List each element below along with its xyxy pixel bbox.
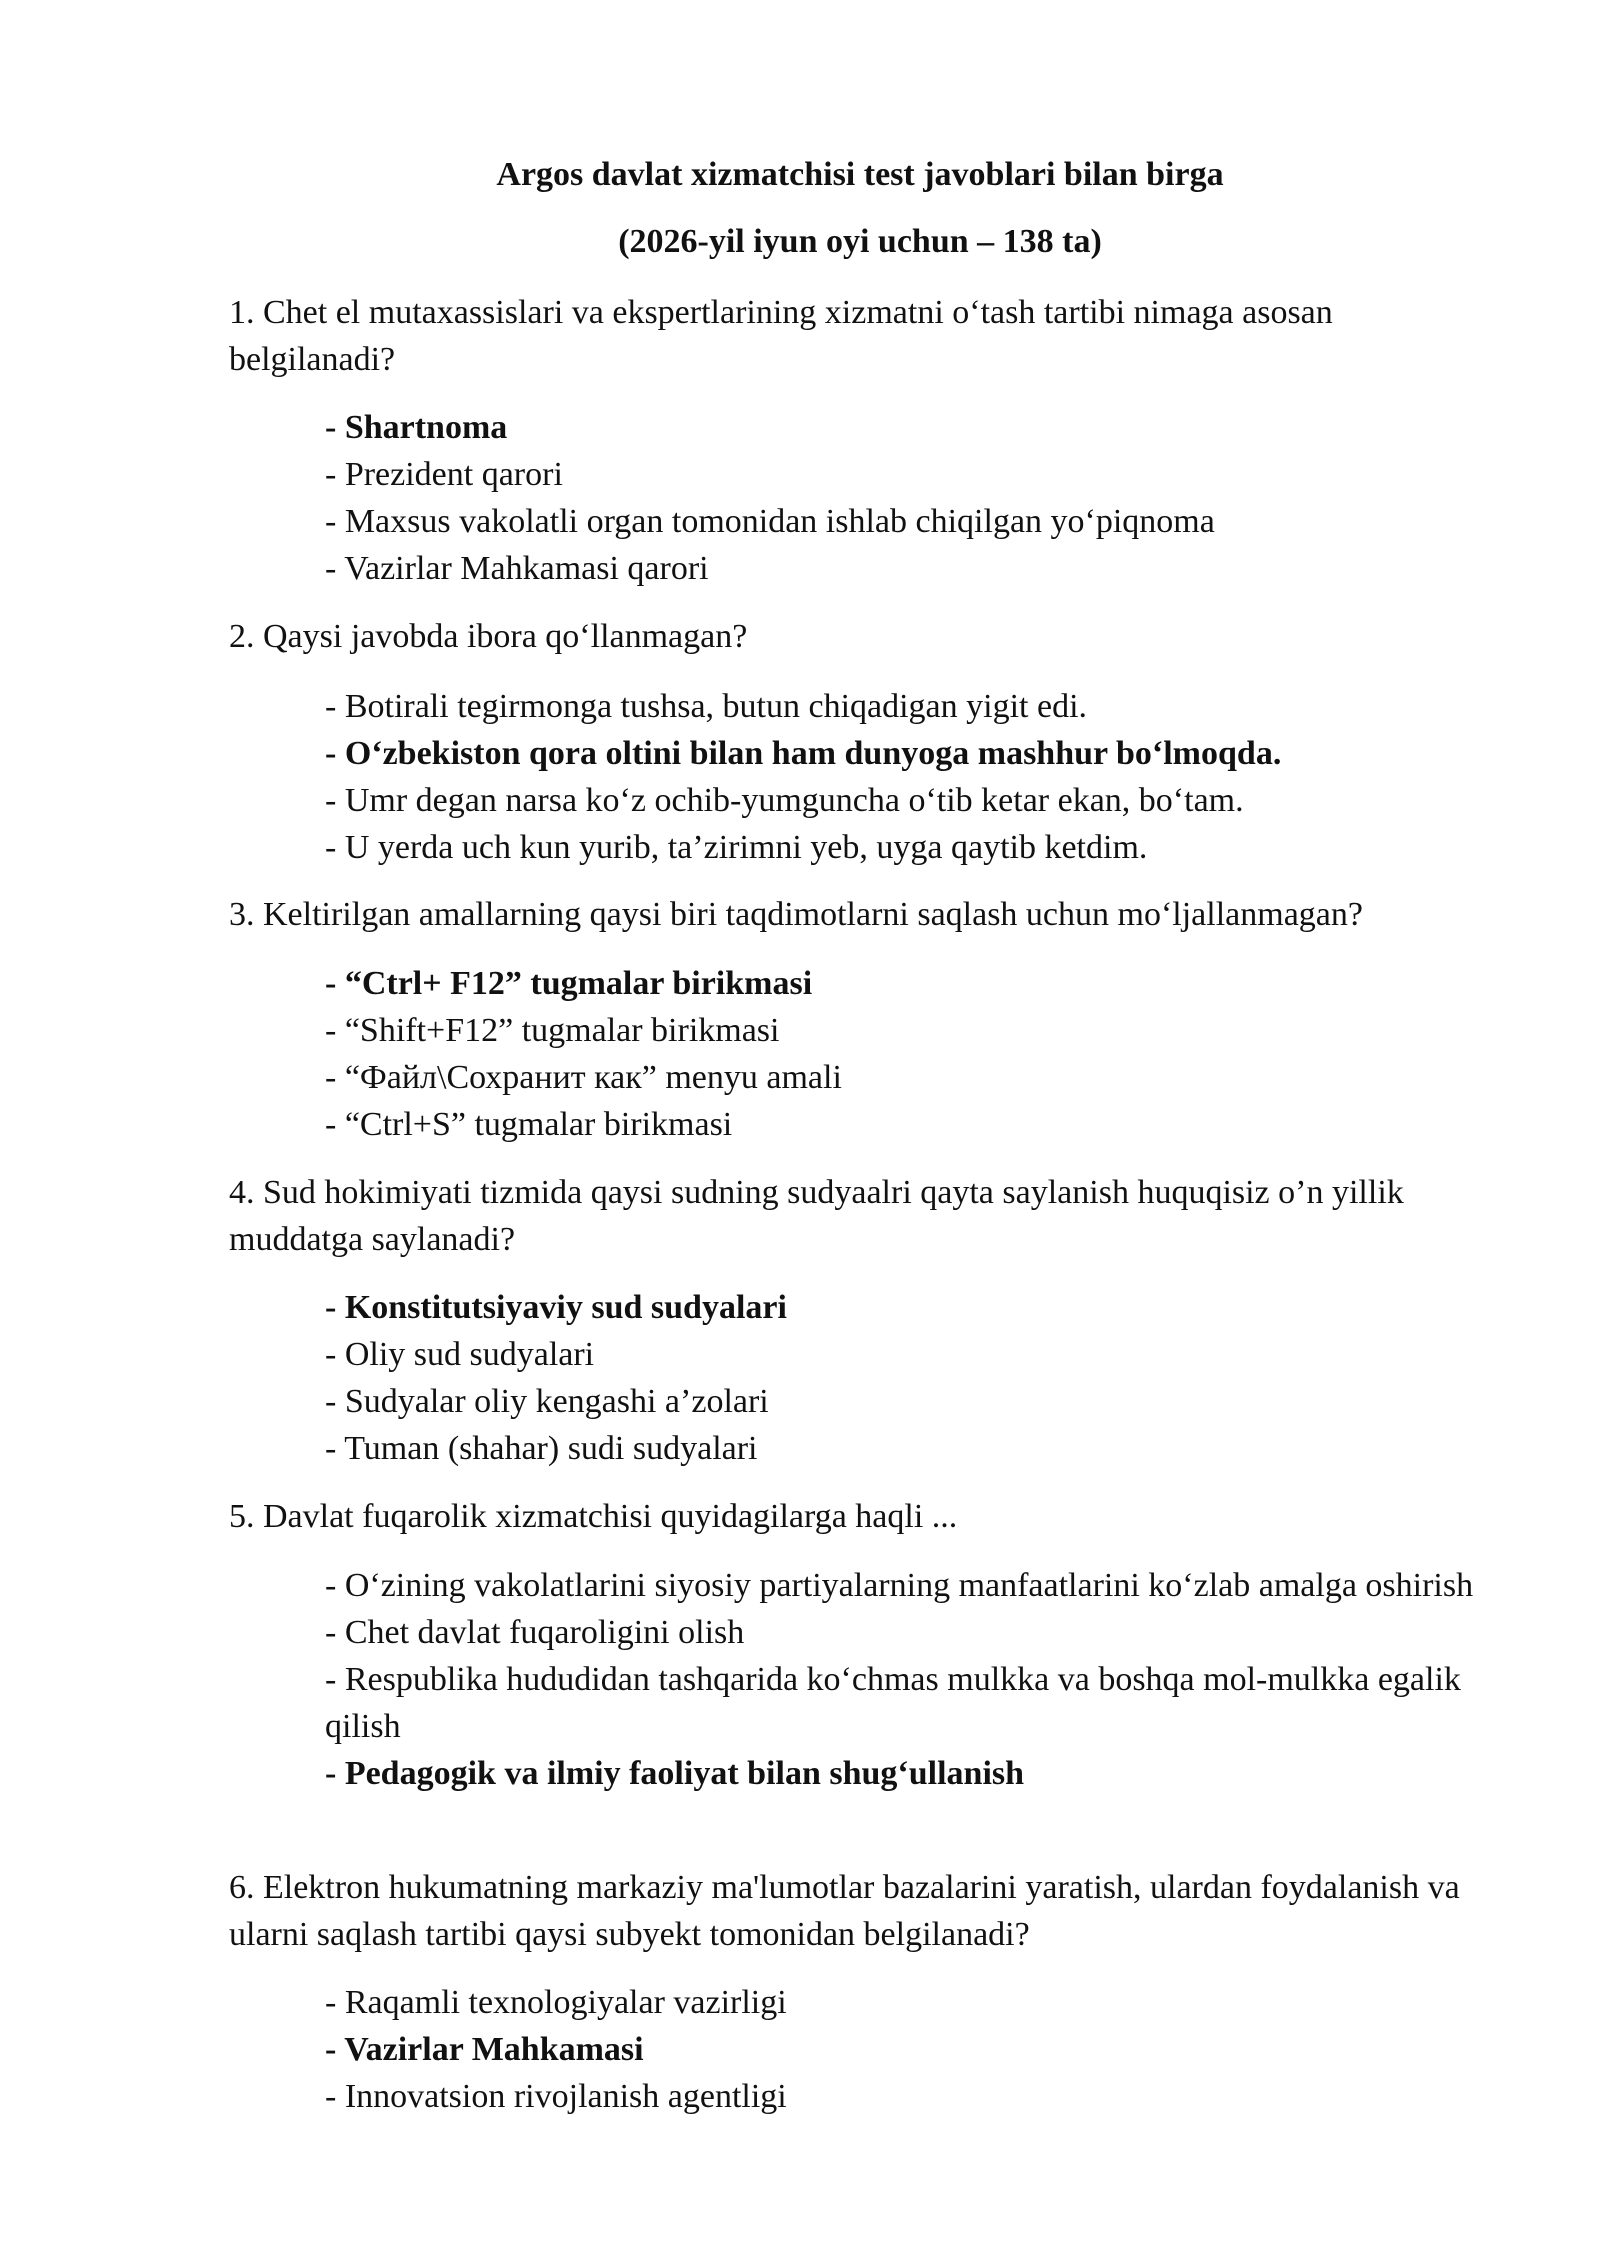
question-1: 1. Chet el mutaxassislari va ekspertlarining xizmatni o‘tash tartibi nimaga asosan belgilanadi? <box>229 294 1333 378</box>
answer-option: - “Файл\Сохранит как” menyu amali <box>325 1059 842 1096</box>
answer-option-correct: - Pedagogik va ilmiy faoliyat bilan shug‘ullanish <box>325 1755 1025 1792</box>
answer-option: - Vazirlar Mahkamasi qarori <box>325 550 709 587</box>
answer-option: - U yerda uch kun yurib, ta’zirimni yeb, uyga qaytib ketdim. <box>325 829 1148 866</box>
answer-option: - “Ctrl+S” tugmalar birikmasi <box>325 1106 733 1143</box>
answer-option: - Oliy sud sudyalari <box>325 1336 595 1373</box>
answer-option: - “Shift+F12” tugmalar birikmasi <box>325 1012 780 1049</box>
question-3: 3. Keltirilgan amallarning qaysi biri taqdimotlarni saqlash uchun mo‘ljallanmagan? <box>229 896 1363 933</box>
answer-option: - Botirali tegirmonga tushsa, butun chiqadigan yigit edi. <box>325 688 1088 725</box>
question-4-options <box>325 1284 1505 1472</box>
answer-option: - Raqamli texnologiyalar vazirligi <box>325 1984 787 2021</box>
document-title: Argos davlat xizmatchisi test javoblari bilan birga <box>496 156 1224 193</box>
question-3-options <box>325 960 1505 1148</box>
question-4: 4. Sud hokimiyati tizmida qaysi sudning sudyaalri qayta saylanish huquqisiz o’n yillik muddatga saylanadi? <box>229 1174 1404 1258</box>
question-5: 5. Davlat fuqarolik xizmatchisi quyidagilarga haqli ... <box>229 1498 958 1535</box>
answer-option: - Maxsus vakolatli organ tomonidan ishlab chiqilgan yo‘piqnoma <box>325 503 1215 540</box>
document-subtitle: (2026-yil iyun oyi uchun – 138 ta) <box>618 223 1102 260</box>
question-2-options <box>325 683 1505 871</box>
question-6: 6. Elektron hukumatning markaziy ma'lumotlar bazalarini yaratish, ulardan foydalanish va ularni saqlash tartibi qaysi subyekt tomonidan belgilanadi? <box>229 1869 1460 1953</box>
question-5-options <box>325 1562 1505 1797</box>
question-6-options <box>325 1979 1505 2120</box>
answer-option: - Sudyalar oliy kengashi a’zolari <box>325 1383 769 1420</box>
answer-option: - Respublika hududidan tashqarida ko‘chmas mulkka va boshqa mol-mulkka egalik qilish <box>325 1661 1461 1745</box>
answer-option: - Chet davlat fuqaroligini olish <box>325 1614 745 1651</box>
question-1-options <box>325 404 1505 592</box>
answer-option-correct: - O‘zbekiston qora oltini bilan ham dunyoga mashhur bo‘lmoqda. <box>325 735 1282 772</box>
answer-option-correct: - Shartnoma <box>325 409 508 446</box>
answer-option: - Tuman (shahar) sudi sudyalari <box>325 1430 758 1467</box>
question-2: 2. Qaysi javobda ibora qo‘llanmagan? <box>229 618 748 655</box>
answer-option: - Umr degan narsa ko‘z ochib-yumguncha o‘tib ketar ekan, bo‘tam. <box>325 782 1244 819</box>
answer-option: - Innovatsion rivojlanish agentligi <box>325 2078 787 2115</box>
answer-option: - O‘zining vakolatlarini siyosiy partiyalarning manfaatlarini ko‘zlab amalga oshirish <box>325 1567 1474 1604</box>
answer-option-correct: - Konstitutsiyaviy sud sudyalari <box>325 1289 787 1326</box>
answer-option: - Prezident qarori <box>325 456 563 493</box>
answer-option-correct: - Vazirlar Mahkamasi <box>325 2031 644 2068</box>
answer-option-correct: - “Ctrl+ F12” tugmalar birikmasi <box>325 965 813 1002</box>
